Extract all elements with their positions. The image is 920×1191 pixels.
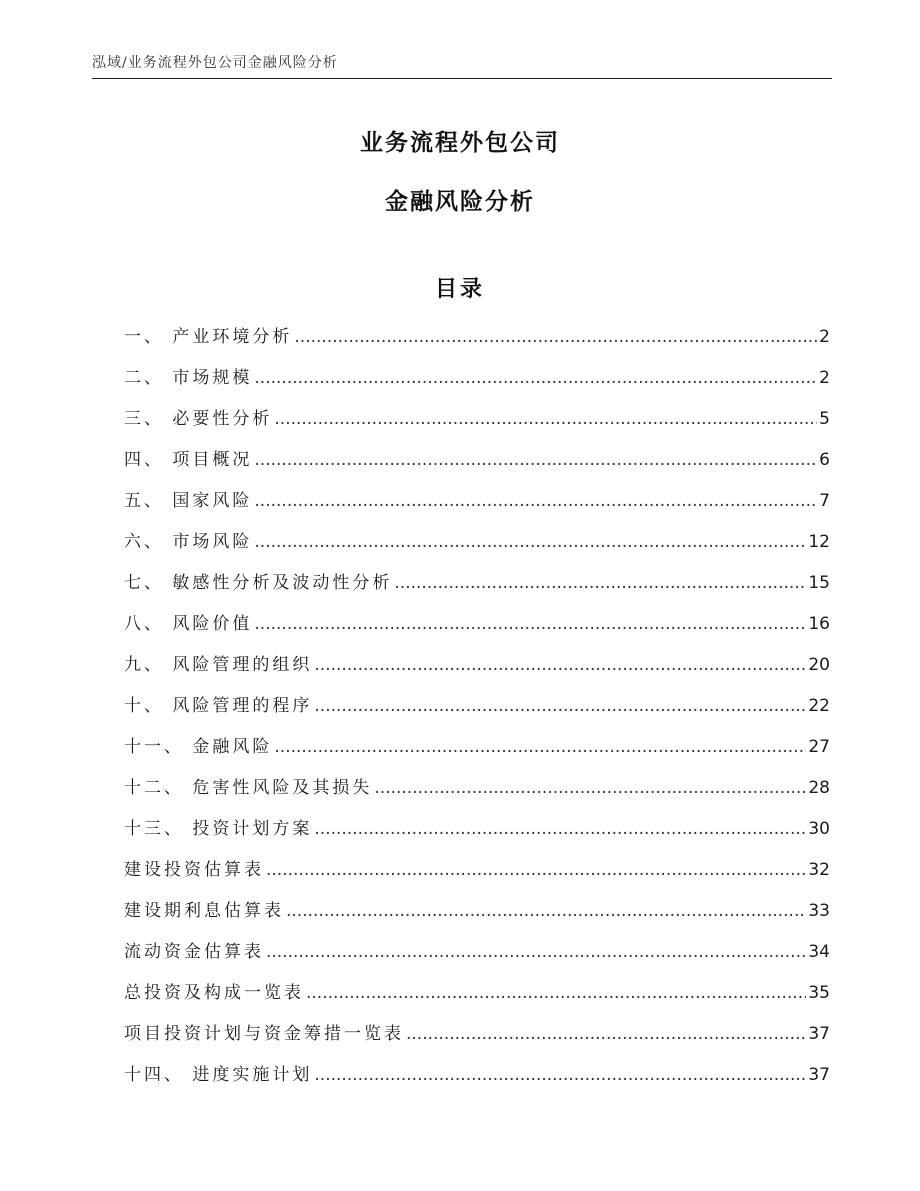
toc-page-number: 20 — [808, 655, 830, 675]
toc-leader — [254, 528, 806, 556]
toc-page-number: 15 — [808, 573, 830, 593]
toc-page-number: 37 — [808, 1024, 830, 1044]
toc-entry-label: 十二、 危害性风险及其损失 — [124, 778, 373, 798]
toc-leader — [254, 364, 817, 392]
toc-entry-label: 十一、 金融风险 — [124, 737, 273, 757]
toc-page-number: 32 — [808, 860, 830, 880]
toc-entry[interactable] — [124, 487, 830, 528]
toc-page-number: 28 — [808, 778, 830, 798]
document-subtitle: 金融风险分析 — [385, 189, 535, 215]
toc-entry-label: 三、 必要性分析 — [124, 409, 273, 429]
toc-entry[interactable] — [124, 938, 830, 979]
toc-entry-label: 五、 国家风险 — [124, 491, 253, 511]
toc-leader — [254, 446, 817, 474]
toc-leader — [254, 487, 817, 515]
running-header: 泓域/业务流程外包公司金融风险分析 — [92, 52, 832, 79]
toc-leader — [266, 938, 806, 966]
toc-page-number: 12 — [808, 532, 830, 552]
toc-page-number: 27 — [808, 737, 830, 757]
toc-page-number: 6 — [819, 450, 830, 470]
toc-entry[interactable] — [124, 569, 830, 610]
toc-entry-label: 二、 市场规模 — [124, 368, 253, 388]
toc-entry[interactable] — [124, 1061, 830, 1102]
document-title: 业务流程外包公司 — [360, 130, 560, 156]
toc-page-number: 2 — [819, 368, 830, 388]
toc-leader — [314, 815, 806, 843]
toc-leader — [294, 323, 817, 351]
toc-heading: 目录 — [434, 277, 485, 302]
toc-entry[interactable] — [124, 897, 830, 938]
toc-leader — [286, 897, 806, 925]
toc-entry[interactable] — [124, 651, 830, 692]
toc-entry[interactable] — [124, 733, 830, 774]
toc-page-number: 34 — [808, 942, 830, 962]
toc-entry[interactable] — [124, 446, 830, 487]
toc-page-number: 30 — [808, 819, 830, 839]
toc-page-number: 35 — [808, 983, 830, 1003]
toc-page-number: 37 — [808, 1065, 830, 1085]
toc-entry-label: 四、 项目概况 — [124, 450, 253, 470]
toc-leader — [274, 405, 817, 433]
toc-entry[interactable] — [124, 364, 830, 405]
toc-page-number: 5 — [819, 409, 830, 429]
toc-leader — [266, 856, 806, 884]
toc-entry-label: 建设期利息估算表 — [124, 901, 284, 921]
toc-entry-label: 八、 风险价值 — [124, 614, 253, 634]
toc-entry[interactable] — [124, 405, 830, 446]
toc-page-number: 33 — [808, 901, 830, 921]
toc-page-number: 16 — [808, 614, 830, 634]
toc-entry-label: 总投资及构成一览表 — [124, 983, 304, 1003]
toc-leader — [306, 979, 806, 1007]
toc-entry-label: 九、 风险管理的组织 — [124, 655, 313, 675]
toc-leader — [254, 610, 806, 638]
toc-entry-label: 六、 市场风险 — [124, 532, 253, 552]
toc-leader — [374, 774, 806, 802]
toc-entry[interactable] — [124, 323, 830, 364]
toc-entry-label: 十三、 投资计划方案 — [124, 819, 313, 839]
toc-entry-label: 项目投资计划与资金筹措一览表 — [124, 1024, 404, 1044]
toc-entry-label: 流动资金估算表 — [124, 942, 264, 962]
toc-page-number: 7 — [819, 491, 830, 511]
toc-entry[interactable] — [124, 774, 830, 815]
toc-entry-label: 建设投资估算表 — [124, 860, 264, 880]
toc-entry-label: 十四、 进度实施计划 — [124, 1065, 313, 1085]
toc-leader — [314, 651, 806, 679]
toc-entry-label: 一、 产业环境分析 — [124, 327, 293, 347]
toc-leader — [314, 692, 806, 720]
toc-entry[interactable] — [124, 979, 830, 1020]
toc-entry-label: 七、 敏感性分析及波动性分析 — [124, 573, 393, 593]
toc-entry[interactable] — [124, 692, 830, 733]
toc-page-number: 2 — [819, 327, 830, 347]
toc-entry[interactable] — [124, 528, 830, 569]
toc-leader — [406, 1020, 806, 1048]
toc-entry-label: 十、 风险管理的程序 — [124, 696, 313, 716]
toc-leader — [274, 733, 806, 761]
toc-leader — [394, 569, 806, 597]
table-of-contents — [124, 323, 830, 1102]
toc-entry[interactable] — [124, 815, 830, 856]
toc-entry[interactable] — [124, 856, 830, 897]
toc-entry[interactable] — [124, 1020, 830, 1061]
toc-page-number: 22 — [808, 696, 830, 716]
toc-leader — [314, 1061, 806, 1089]
toc-entry[interactable] — [124, 610, 830, 651]
